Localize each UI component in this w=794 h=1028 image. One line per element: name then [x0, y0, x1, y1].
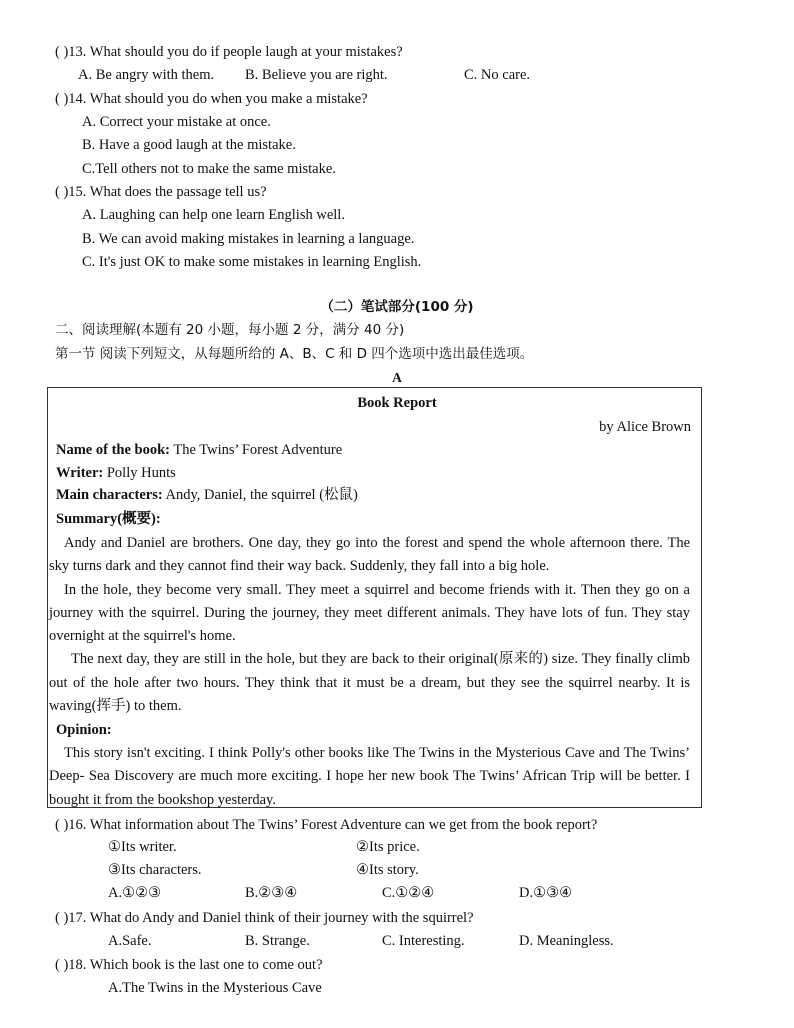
question-16-stem: ( )16. What information about The Twins’ Forest Adventure can we get from the book report?	[55, 817, 598, 833]
question-15-option-b: B. We can avoid making mistakes in learning a language.	[82, 231, 415, 247]
writer-label: Writer:	[56, 465, 104, 481]
opinion-body	[49, 742, 690, 812]
question-14-option-a: A. Correct your mistake at once.	[82, 114, 271, 130]
question-18-stem: ( )18. Which book is the last one to come out?	[55, 957, 323, 973]
book-name-row	[56, 441, 342, 459]
section-title: （二）笔试部分(100 分)	[320, 299, 474, 315]
question-15-option-c: C. It's just OK to make some mistakes in learning English.	[82, 254, 422, 270]
summary-body	[49, 532, 690, 718]
book-name-label: Name of the book:	[56, 442, 170, 458]
instruction-text: 第一节 阅读下列短文，从每题所给的 A、B、C 和 D 四个选项中选出最佳选项。	[55, 346, 534, 362]
question-16-item-4: ④Its story.	[356, 862, 419, 878]
characters-value: Andy, Daniel, the squirrel (松鼠)	[162, 487, 358, 503]
question-17-stem: ( )17. What do Andy and Daniel think of their journey with the squirrel?	[55, 910, 474, 926]
summary-paragraph-1: Andy and Daniel are brothers. One day, they go into the forest and spend the whole afternoon there. The sky turns dark and they cannot find their way back. Suddenly, they fall into a big hole.	[49, 535, 690, 575]
summary-label: Summary(概要):	[56, 511, 161, 527]
question-16-item-2: ②Its price.	[356, 839, 420, 855]
question-17-option-d: D. Meaningless.	[519, 933, 614, 949]
question-16-option-a: A.①②③	[108, 885, 162, 901]
question-16-option-d: D.①③④	[519, 885, 573, 901]
writer-row	[56, 464, 176, 482]
opinion-paragraph: This story isn't exciting. I think Polly's other books like The Twins in the Mysterious Cave and The Twins’ Deep- Sea Discovery are much more exciting. I hope her new book The Twins’ African Trip will be better. I bought it from the bookshop yesterday.	[49, 745, 690, 808]
characters-label: Main characters:	[56, 487, 163, 503]
part-heading: 二、阅读理解(本题有 20 小题，每小题 2 分，满分 40 分)	[55, 322, 405, 338]
question-17-option-a: A.Safe.	[108, 933, 152, 949]
passage-letter: A	[392, 370, 402, 385]
question-13-option-c: C. No care.	[464, 67, 531, 83]
question-16-item-3: ③Its characters.	[108, 862, 202, 878]
question-17-option-c: C. Interesting.	[382, 933, 465, 949]
opinion-label: Opinion:	[56, 722, 112, 738]
question-13-stem: ( )13. What should you do if people laugh at your mistakes?	[55, 44, 403, 60]
question-14-option-b: B. Have a good laugh at the mistake.	[82, 137, 296, 153]
book-name-value: The Twins’ Forest Adventure	[169, 442, 343, 458]
question-13-option-a: A. Be angry with them.	[78, 67, 215, 83]
question-14-stem: ( )14. What should you do when you make a mistake?	[55, 91, 368, 107]
question-16-item-1: ①Its writer.	[108, 839, 177, 855]
characters-row	[56, 486, 358, 504]
summary-paragraph-3: The next day, they are still in the hole, but they are back to their original(原来的) size. They finally climb out of the hole after two hours. They think that it must be a dream, but they see the squirrel nearby. It is waving(挥手) to them.	[49, 651, 690, 715]
report-byline: by Alice Brown	[599, 419, 691, 435]
question-17-option-b: B. Strange.	[245, 933, 310, 949]
question-16-option-c: C.①②④	[382, 885, 435, 901]
report-title: Book Report	[357, 395, 437, 411]
question-14-option-c: C.Tell others not to make the same mistake.	[82, 161, 336, 177]
question-16-option-b: B.②③④	[245, 885, 298, 901]
writer-value: Polly Hunts	[103, 465, 176, 481]
question-15-stem: ( )15. What does the passage tell us?	[55, 184, 267, 200]
question-18-option-a: A.The Twins in the Mysterious Cave	[108, 980, 322, 996]
question-15-option-a: A. Laughing can help one learn English well.	[82, 207, 345, 223]
question-13-option-b: B. Believe you are right.	[245, 67, 388, 83]
summary-paragraph-2: In the hole, they become very small. They meet a squirrel and become friends with it. Then they go on a journey with the squirrel. During the journey, they meet different animals. They have lots of fun. They stay overnight at the squirrel's home.	[49, 581, 690, 645]
